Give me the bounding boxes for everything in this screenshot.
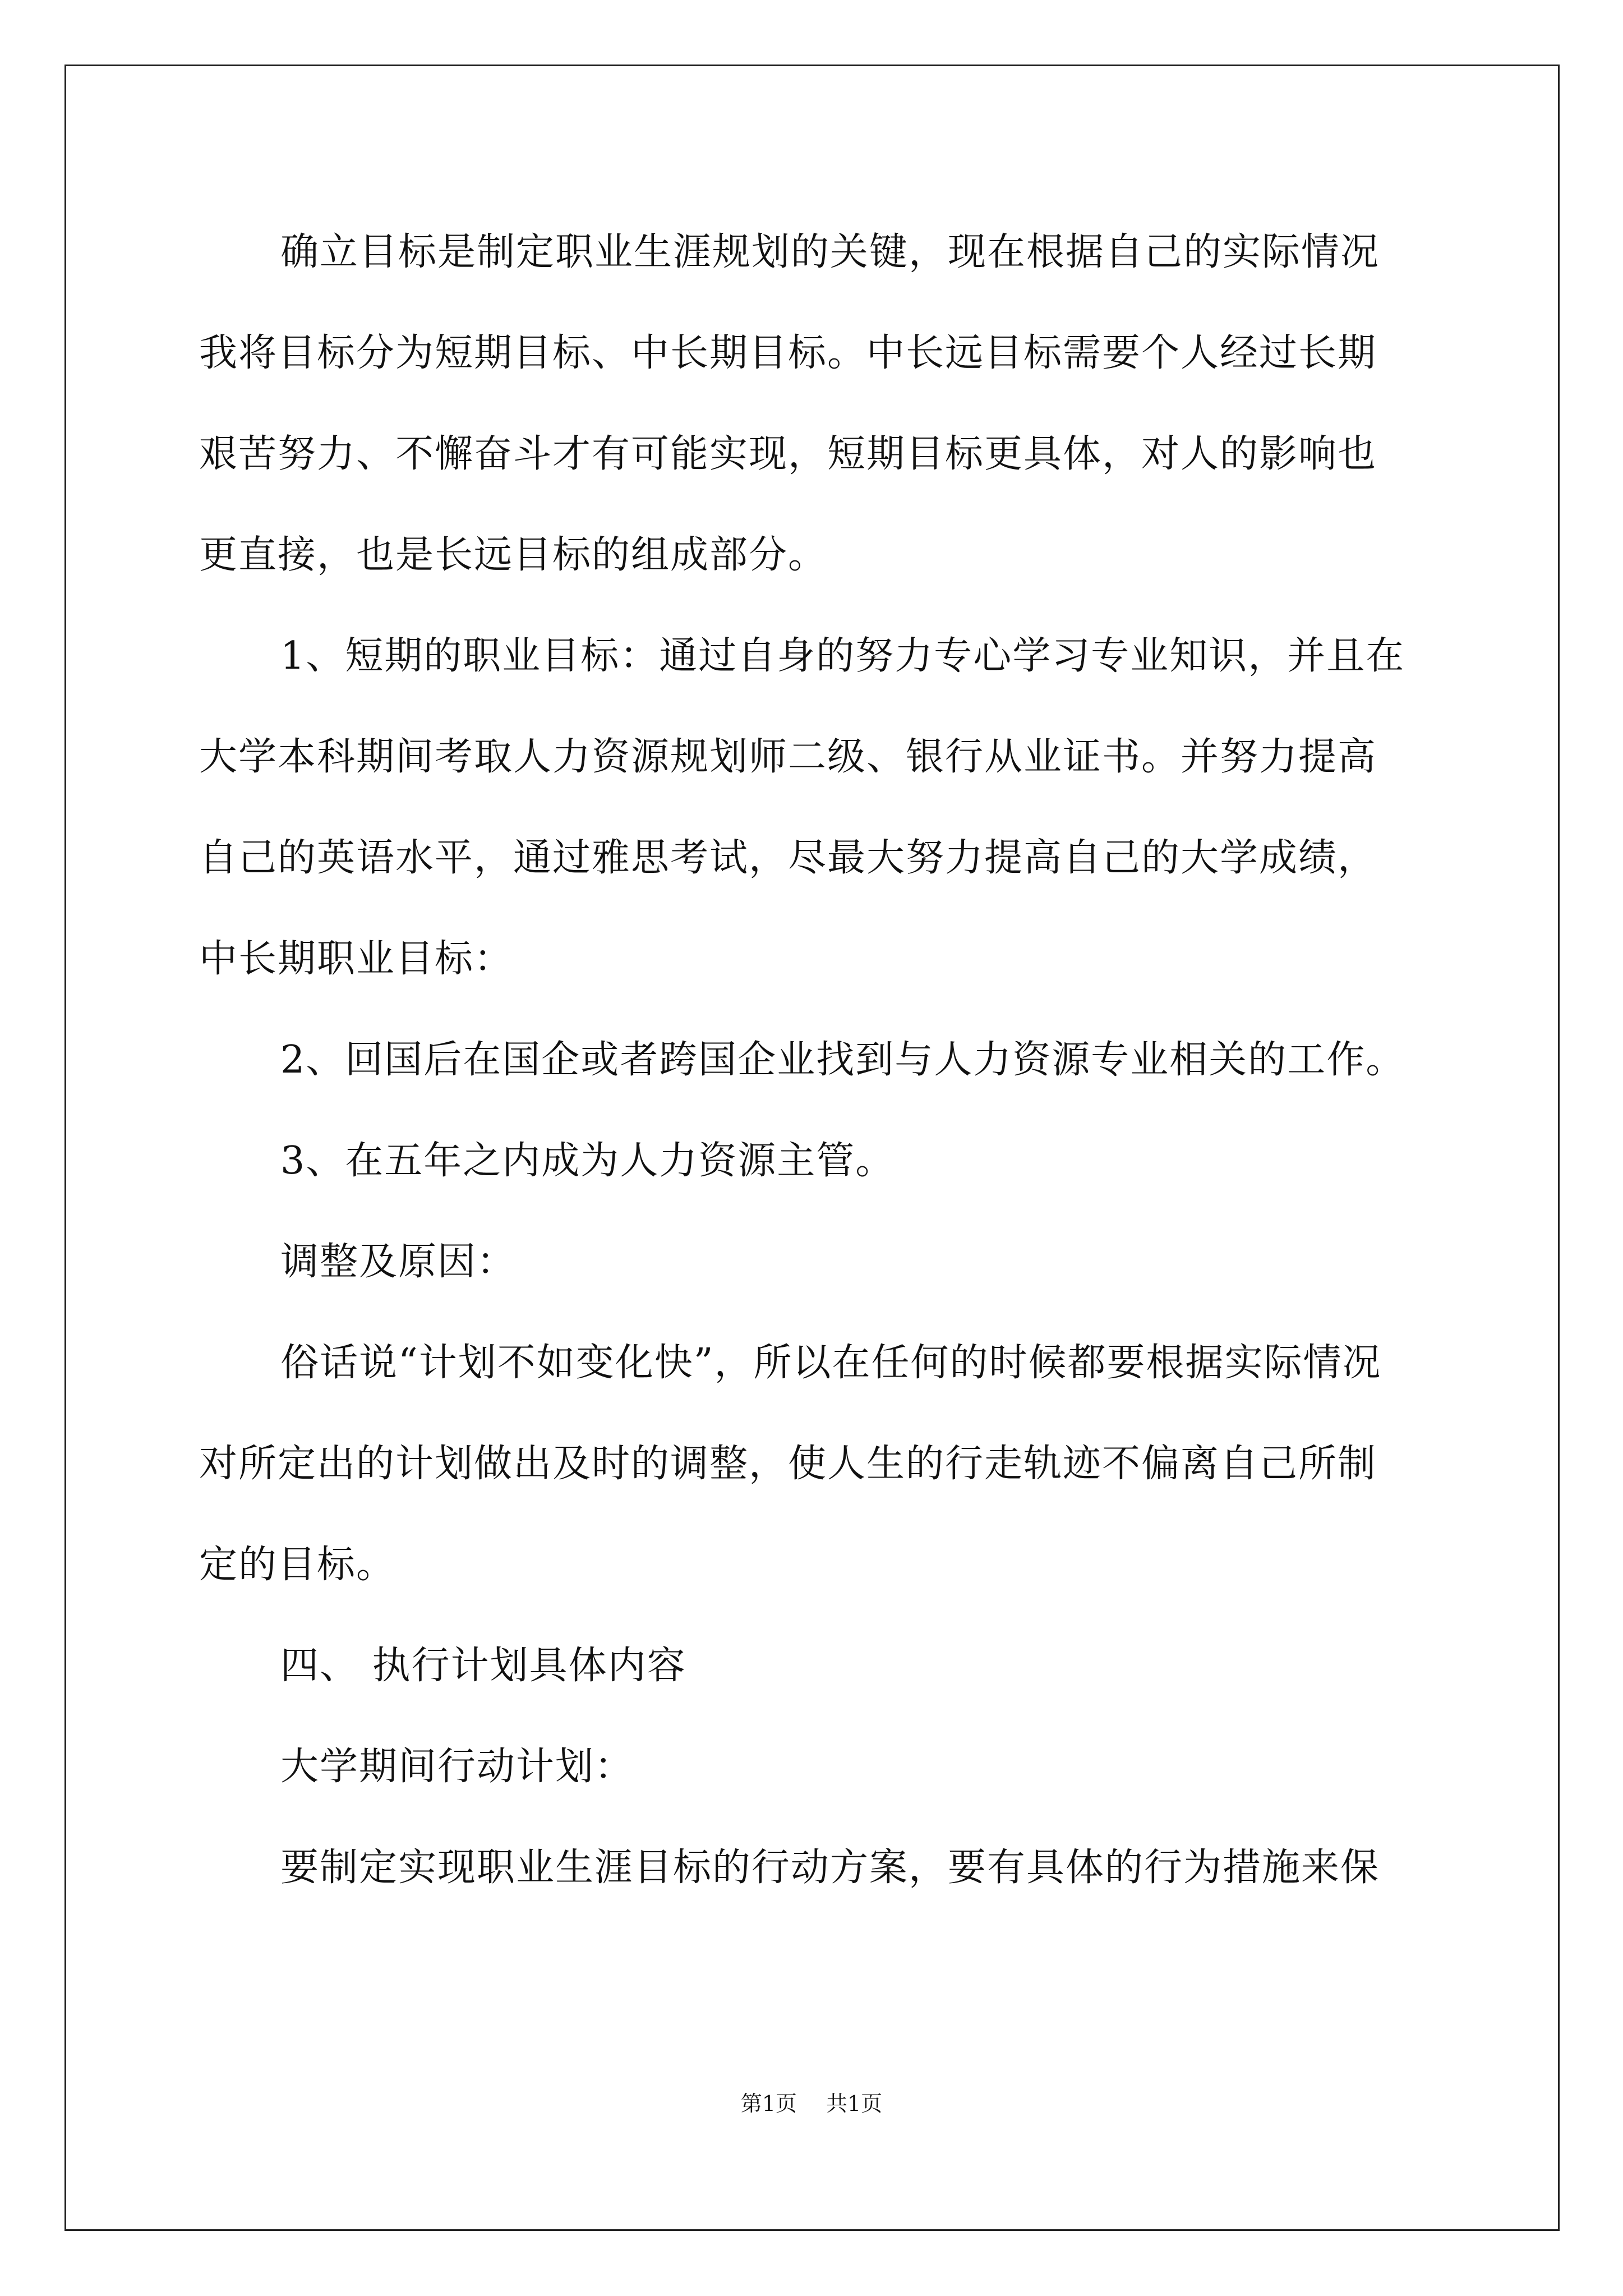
page-footer xyxy=(0,2090,1623,2118)
paragraph-line: 确立目标是制定职业生涯规划的关键，现在根据自己的实际情况 xyxy=(280,230,1380,274)
page-total: 共1页 xyxy=(826,2091,883,2116)
paragraph-line: 要制定实现职业生涯目标的行动方案，要有具体的行为措施来保 xyxy=(280,1846,1380,1890)
paragraph-line: 艰苦努力、不懈奋斗才有可能实现，短期目标更具体，对人的影响也 xyxy=(199,432,1377,476)
paragraph-line: 中长期职业目标： xyxy=(199,937,514,981)
paragraph-line: 对所定出的计划做出及时的调整，使人生的行走轨迹不偏离自己所制 xyxy=(199,1442,1377,1486)
page-number: 第1页 xyxy=(740,2091,797,2116)
paragraph-line: 3、在五年之内成为人力资源主管。 xyxy=(280,1139,895,1183)
paragraph-line: 大学本科期间考取人力资源规划师二级、银行从业证书。并努力提高 xyxy=(199,735,1377,779)
paragraph-line: 1、短期的职业目标：通过自身的努力专心学习专业知识，并且在 xyxy=(280,634,1405,678)
paragraph-line: 自己的英语水平，通过雅思考试，尽最大努力提高自己的大学成绩， xyxy=(199,836,1377,880)
paragraph-line: 更直接，也是长远目标的组成部分。 xyxy=(199,533,828,577)
paragraph-line: 定的目标。 xyxy=(199,1543,396,1587)
paragraph-line: 2、回国后在国企或者跨国企业找到与人力资源专业相关的工作。 xyxy=(280,1038,1405,1082)
paragraph-line: 我将目标分为短期目标、中长期目标。中长远目标需要个人经过长期 xyxy=(199,331,1377,375)
paragraph-line: 大学期间行动计划： xyxy=(280,1745,634,1789)
paragraph-line: 俗话说“计划不如变化快”，所以在任何的时候都要根据实际情况 xyxy=(280,1341,1382,1385)
section-heading: 四、 执行计划具体内容 xyxy=(280,1644,686,1688)
paragraph-line: 调整及原因： xyxy=(280,1240,517,1284)
